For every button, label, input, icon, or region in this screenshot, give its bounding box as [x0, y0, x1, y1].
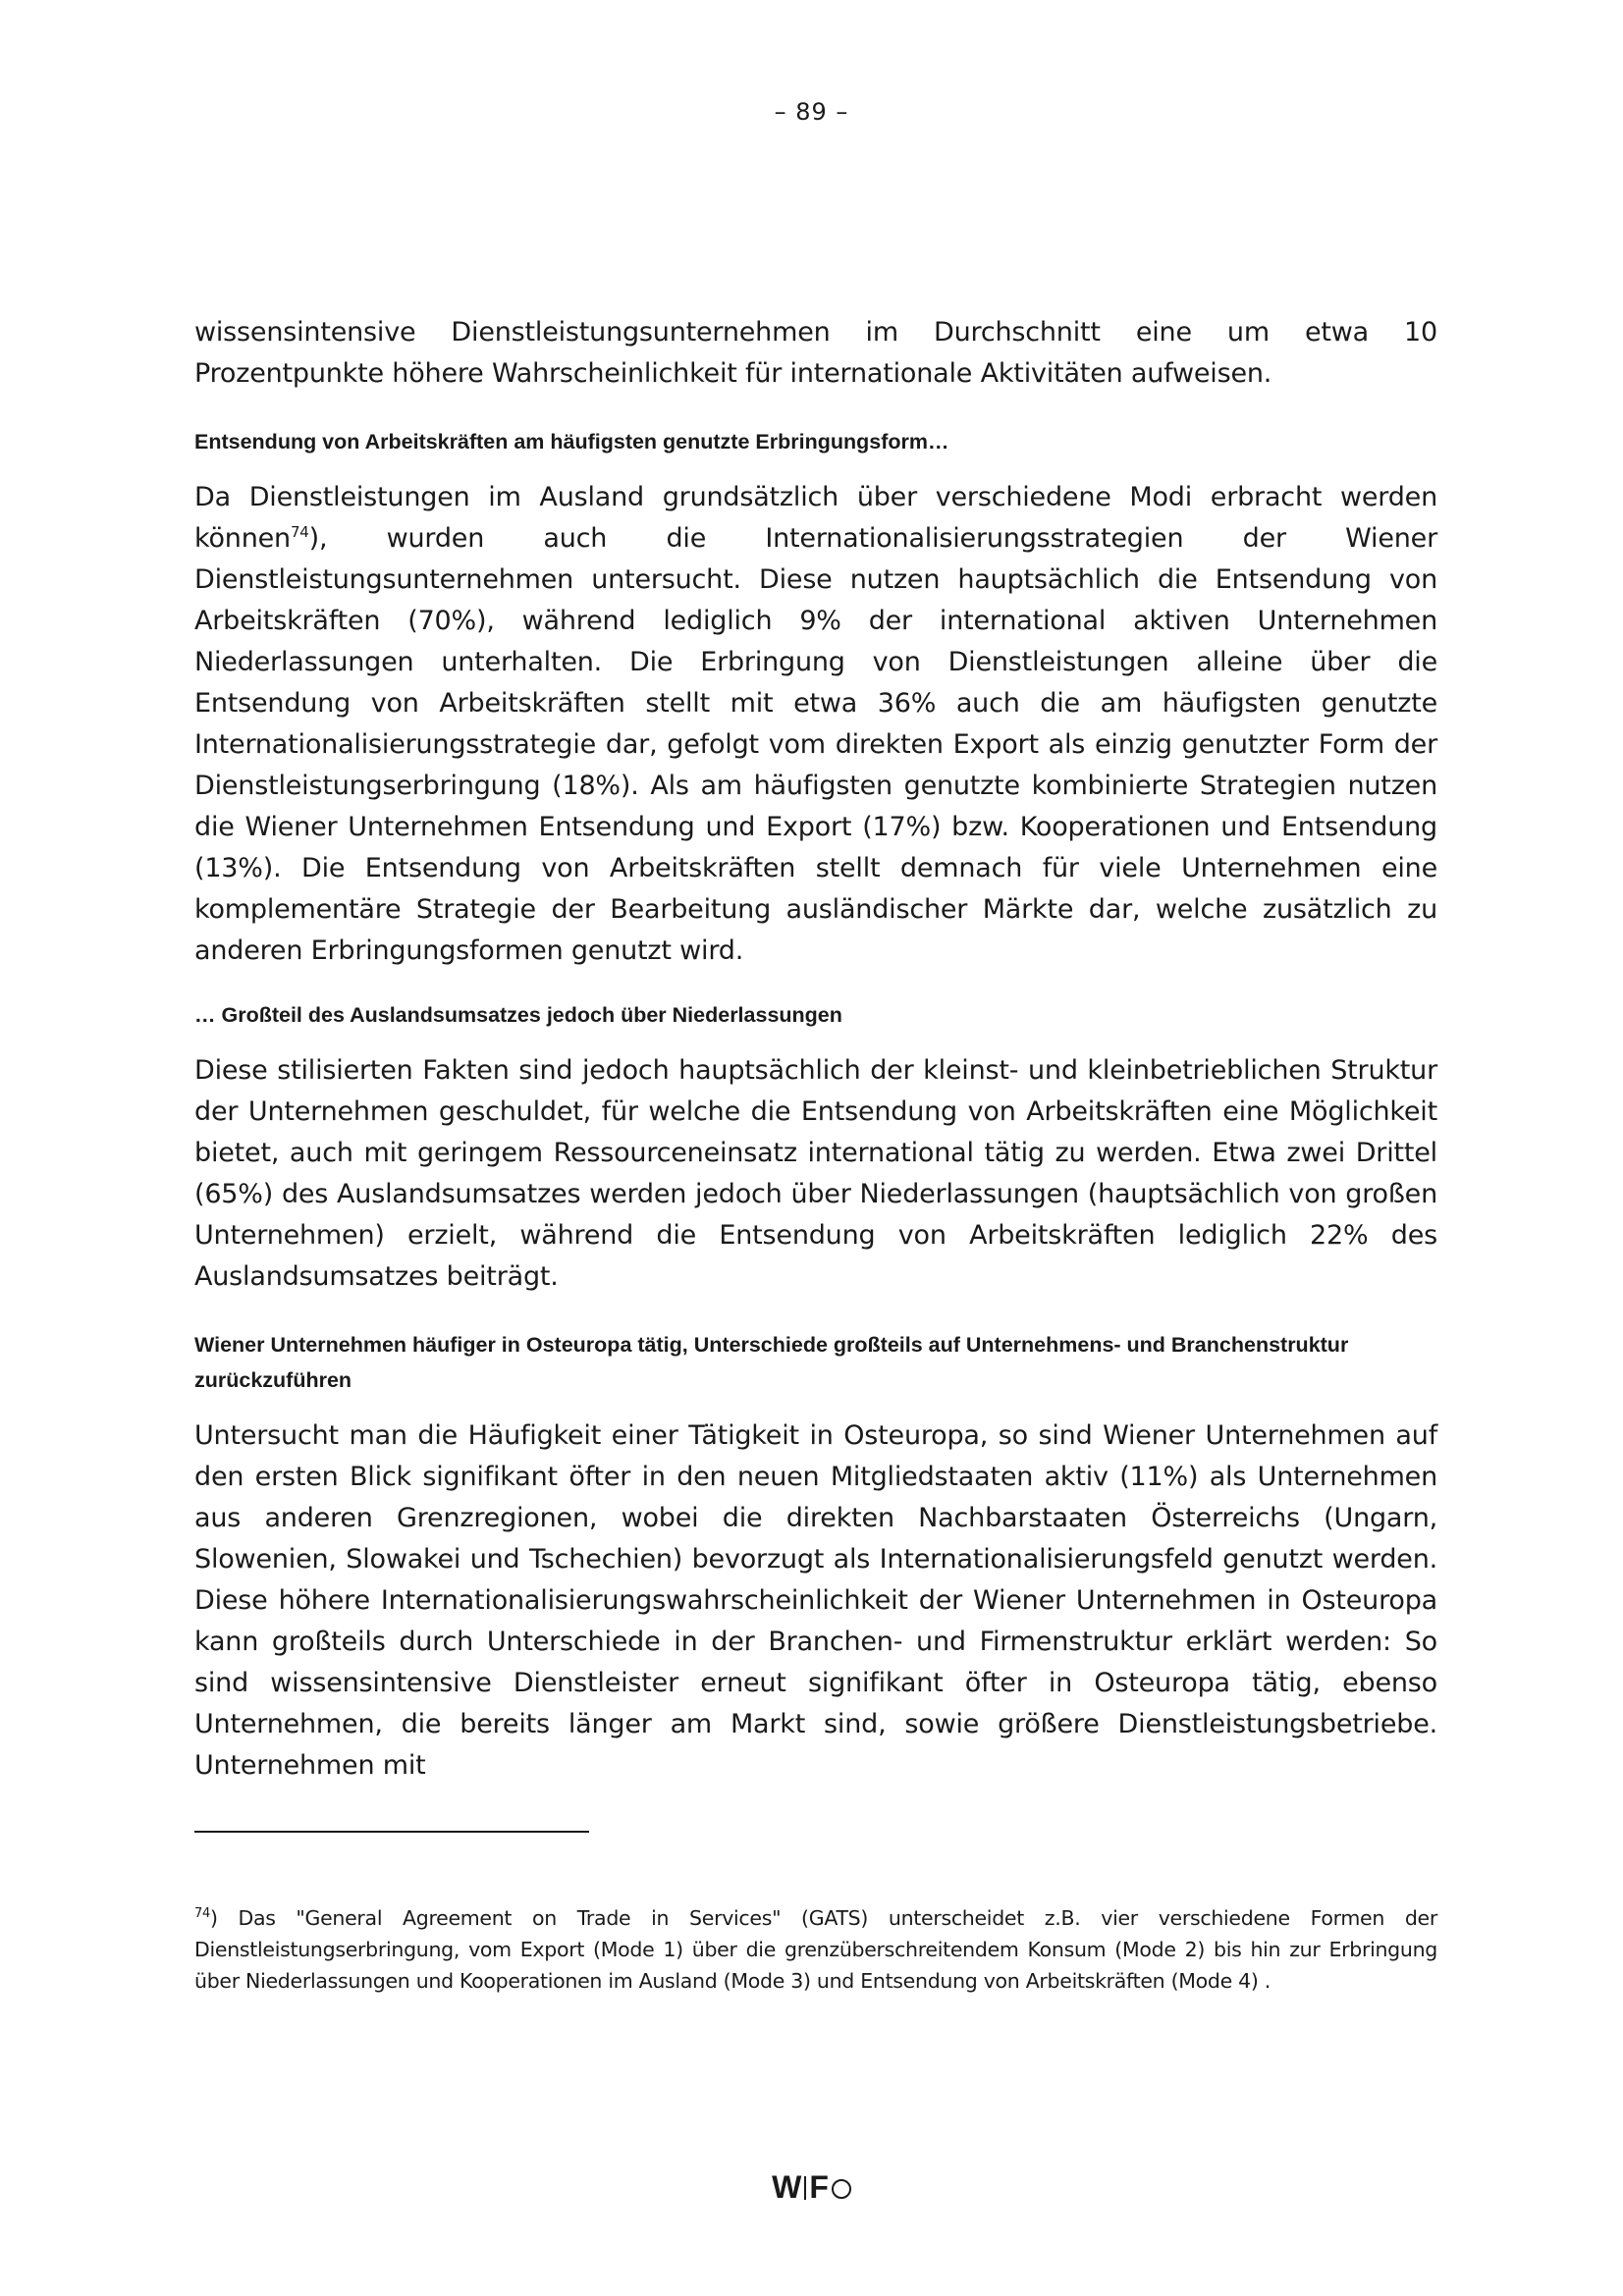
heading-entsendung: Entsendung von Arbeitskräften am häufigsten genutzte Erbringungsform… — [194, 430, 949, 454]
logo-bar-icon — [804, 2176, 806, 2200]
paragraph-1: wissensintensive Dienstleistungsunternehmen im Durchschnitt eine um etwa 10 Prozentpunkte höhere Wahrscheinlichkeit für internationale Aktivitäten aufweisen. — [194, 317, 1437, 389]
heading-auslandsumsatz: … Großteil des Auslandsumsatzes jedoch über Niederlassungen — [194, 1003, 842, 1027]
wifo-logo — [0, 2169, 1623, 2206]
heading-osteuropa: Wiener Unternehmen häufiger in Osteuropa tätig, Unterschiede großteils auf Unternehmens- und Branchenstruktur zurückzuführen — [194, 1333, 1349, 1392]
paragraph-2 — [194, 477, 1437, 972]
paragraph-2-rest: ), wurden auch die Internationalisierungsstrategien der Wiener Dienstleistungsunternehmen untersucht. Diese nutzen hauptsächlich die Entsendung von Arbeitskräften (70%), während lediglich 9% der international aktiven Unternehmen Niederlassungen unterhalten. Die Erbringung von Dienstleistungen alleine über die Entsendung von Arbeitskräften stellt mit etwa 36% auch die am häufigsten genutzte Internationalisierungsstrategie dar, gefolgt vom direkten Export als einzig genutzter Form der Dienstleistungserbringung (18%). Als am häufigsten genutzte kombinierte Strategien nutzen die Wiener Unternehmen Entsendung und Export (17%) bzw. Kooperationen und Entsendung (13%). Die Entsendung von Arbeitskräften stellt demnach für viele Unternehmen eine komplementäre Strategie der Bearbeitung ausländischer Märkte dar, welche zusätzlich zu anderen Erbringungsformen genutzt wird. — [194, 523, 1437, 966]
footnote-text: ) Das "General Agreement on Trade in Services" (GATS) unterscheidet z.B. vier verschiedene Formen der Dienstleistungserbringung, vom Export (Mode 1) über die grenzüberschreitendem Konsum (Mode 2) bis hin zur Erbringung über Niederlassungen und Kooperationen im Ausland (Mode 3) und Entsendung von Arbeitskräften (Mode 4) . — [194, 1906, 1437, 1993]
footnote-marker: 74 — [194, 1906, 210, 1922]
paragraph-4: Untersucht man die Häufigkeit einer Tätigkeit in Osteuropa, so sind Wiener Unternehmen auf den ersten Blick signifikant öfter in den neuen Mitgliedstaaten aktiv (11%) als Unternehmen aus anderen Grenzregionen, wobei die direkten Nachbarstaaten Österreichs (Ungarn, Slowenien, Slowakei und Tschechien) bevorzugt als Internationalisierungsfeld genutzt werden. Diese höhere Internationalisierungswahrscheinlichkeit der Wiener Unternehmen in Osteuropa kann großteils durch Unterschiede in der Branchen- und Firmenstruktur erklärt werden: So sind wissensintensive Dienstleister erneut signifikant öfter in Osteuropa tätig, ebenso Unternehmen, die bereits länger am Markt sind, sowie größere Dienstleistungsbetriebe. Unternehmen mit — [194, 1420, 1437, 1781]
logo-letter-w: W — [772, 2169, 803, 2205]
paragraph-3: Diese stilisierten Fakten sind jedoch hauptsächlich der kleinst- und kleinbetrieblichen Struktur der Unternehmen geschuldet, für welche die Entsendung von Arbeitskräften eine Möglichkeit bietet, auch mit geringem Ressourceneinsatz international tätig zu werden. Etwa zwei Drittel (65%) des Auslandsumsatzes werden jedoch über Niederlassungen (hauptsächlich von großen Unternehmen) erzielt, während die Entsendung von Arbeitskräften lediglich 22% des Auslandsumsatzes beiträgt. — [194, 1055, 1437, 1292]
logo-circle-icon — [832, 2179, 851, 2199]
footnote-74 — [194, 1902, 1437, 1997]
footnote-reference[interactable]: 74 — [290, 523, 309, 541]
footnote-divider — [194, 1831, 589, 1833]
page-number: – 89 – — [774, 98, 849, 126]
body-text — [194, 312, 1437, 1787]
paragraph-2-start: Da Dienstleistungen im Ausland grundsätzlich über verschiedene Modi erbracht werden können — [194, 482, 1437, 554]
logo-letter-f: F — [809, 2169, 830, 2205]
